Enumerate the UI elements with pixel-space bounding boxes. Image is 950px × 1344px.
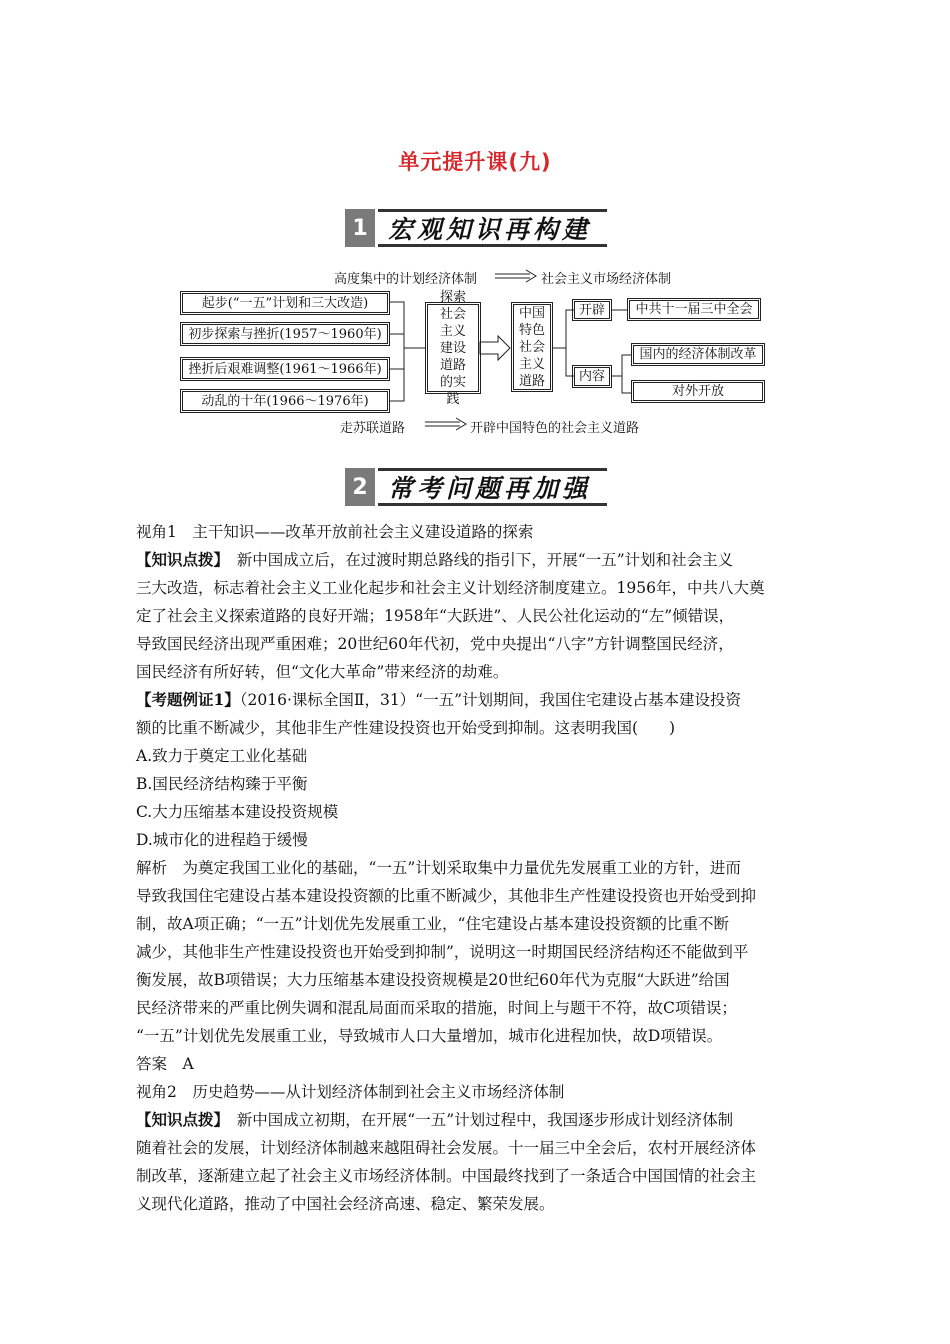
diagram-bottom-right: 开辟中国特色的社会主义道路: [470, 421, 640, 436]
section-2-banner: [345, 468, 607, 506]
analysis-line-4: 减少，其他非生产性建设投资也开始受到抑制”，说明这一时期国民经济结构还不能做到平: [136, 943, 749, 961]
question-1-tag: 【考题例证1】: [136, 690, 240, 709]
analysis-line-5: 衡发展，故B项错误；大力压缩基本建设投资规模是20世纪60年代为克服“大跃进”给国: [136, 971, 730, 989]
road-bracket: [552, 310, 574, 376]
top-arrow: [495, 270, 536, 282]
stage-box-1: 起步(“一五”计划和三大改造): [182, 293, 388, 313]
angle-2-title: 视角2 历史趋势——从计划经济体制到社会主义市场经济体制: [136, 1083, 565, 1101]
option-c: C.大力压缩基本建设投资规模: [136, 803, 339, 821]
analysis-line-2: 导致我国住宅建设占基本建设投资额的比重不断减少，其他非生产性建设投资也开始受到抑: [136, 887, 757, 905]
knowledge-1-line-3: 定了社会主义探索道路的良好开端；1958年“大跃进”、人民公社化运动的“左”倾错误，: [136, 607, 735, 625]
concept-diagram: [170, 258, 780, 438]
bottom-arrow: [425, 418, 466, 430]
analysis-line-3: 制，故A项正确；“一五”计划优先发展重工业，“住宅建设占基本建设投资额的比重不断: [136, 915, 729, 933]
diagram-top-right: 社会主义市场经济体制: [541, 272, 672, 287]
answer: 答案 A: [136, 1055, 194, 1073]
stage-box-4: 动乱的十年(1966～1976年): [182, 391, 388, 411]
knowledge-2-line-2: 随着社会的发展，计划经济体制越来越阻碍社会发展。十一届三中全会后，农村开展经济体: [136, 1139, 757, 1157]
open-value-box: 中共十一届三中全会: [629, 300, 759, 319]
diagram-bottom-left: 走苏联道路: [340, 421, 406, 436]
knowledge-2-line-3: 制改革，逐渐建立起了社会主义市场经济体制。中国最终找到了一条适合中国国情的社会主: [136, 1167, 757, 1185]
explore-box: 探索社会主义建设道路的实践: [427, 304, 479, 392]
knowledge-2-tag: 【知识点拨】: [136, 1110, 222, 1129]
knowledge-2-line-1: 【知识点拨】 新中国成立初期，在开展“一五”计划过程中，我国逐步形成计划经济体制: [136, 1110, 734, 1129]
question-1-line-1: 【考题例证1】（2016·课标全国Ⅱ，31）“一五”计划期间，我国住宅建设占基本建设投资: [136, 690, 742, 709]
analysis-line-1: 解析 为奠定我国工业化的基础，“一五”计划采取集中力量优先发展重工业的方针，进而: [136, 859, 741, 877]
page-title: 单元提升课(九): [398, 150, 552, 174]
stages-bracket: [389, 302, 426, 401]
knowledge-1-line-1: 【知识点拨】 新中国成立后，在过渡时期总路线的指引下，开展“一五”计划和社会主义: [136, 550, 734, 569]
option-b: B.国民经济结构臻于平衡: [136, 775, 308, 793]
knowledge-1-line-5: 国民经济有所好转，但“文化大革命”带来经济的劫难。: [136, 663, 509, 681]
section-1-banner: [345, 209, 607, 247]
angle-1-title: 视角1 主干知识——改革开放前社会主义建设道路的探索: [136, 523, 534, 541]
content-item-1: 国内的经济体制改革: [633, 345, 763, 364]
question-1-line-2: 额的比重不断减少，其他非生产性建设投资也开始受到抑制。这表明我国( ): [136, 719, 676, 737]
knowledge-1-line-2: 三大改造，标志着社会主义工业化起步和社会主义计划经济制度建立。1956年，中共八大奠: [136, 579, 765, 597]
option-d: D.城市化的进程趋于缓慢: [136, 831, 308, 849]
open-label-box: 开辟: [574, 301, 610, 319]
stage-box-2: 初步探索与挫折(1957～1960年): [182, 324, 388, 344]
section-1-number: 1: [345, 209, 375, 247]
section-2-number: 2: [345, 468, 375, 506]
analysis-line-7: “一五”计划优先发展重工业，导致城市人口大量增加，城市化进程加快，故D项错误。: [136, 1027, 723, 1045]
diagram-top-left: 高度集中的计划经济体制: [334, 272, 478, 287]
china-road-box: 中国特色社会主义道路: [513, 304, 551, 390]
knowledge-2-line-4: 义现代化道路，推动了中国社会经济高速、稳定、繁荣发展。: [136, 1195, 555, 1213]
section-1-label: 宏观知识再构建: [378, 209, 607, 247]
analysis-line-6: 民经济带来的严重比例失调和混乱局面而采取的措施，时间上与题干不符，故C项错误；: [136, 999, 737, 1017]
option-a: A.致力于奠定工业化基础: [136, 747, 308, 765]
content-bracket: [611, 355, 632, 393]
knowledge-1-line-4: 导致国民经济出现严重困难；20世纪60年代初，党中央提出“八字”方针调整国民经济，: [136, 635, 734, 653]
section-2-label: 常考问题再加强: [378, 468, 607, 506]
knowledge-1-tag: 【知识点拨】: [136, 550, 222, 569]
content-label-box: 内容: [574, 367, 610, 386]
stage-box-3: 挫折后艰难调整(1961～1966年): [182, 359, 388, 379]
explore-arrow: [480, 336, 510, 360]
content-item-2: 对外开放: [633, 382, 763, 401]
